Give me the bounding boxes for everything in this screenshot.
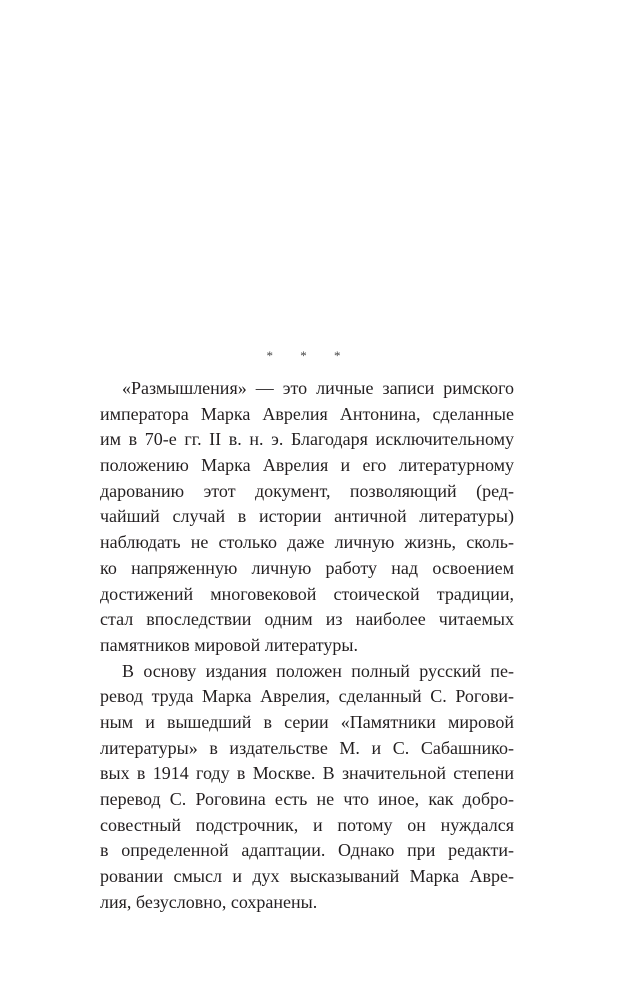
text-line: чайший случай в истории античной литературы) [100,506,514,527]
section-asterism: * * * [266,348,353,363]
text-line: лия, безусловно, сохранены. [100,891,318,912]
text-line: положению Марка Аврелия и его литературному [100,455,514,476]
text-line: перевод С. Роговина есть не что иное, как добро- [100,789,514,809]
text-line: стал впоследствии одним из наиболее читаемых [100,609,514,630]
body-text [100,376,514,915]
text-line: ровании смысл и дух высказываний Марка Авре- [100,866,514,887]
text-line: в определенной адаптации. Однако при редакти- [100,840,514,861]
text-line: вых в 1914 году в Москве. В значительной степени [100,763,514,784]
text-line: ным и вышедший в серии «Памятники мировой [100,711,514,732]
text-line: совестный подстрочник, и потому он нуждался [100,814,514,835]
text-line: В основу издания положен полный русский пе- [122,660,514,681]
text-line: ко напряженную личную работу над освоением [100,557,514,578]
text-line: литературы» в издательстве М. и С. Сабашнико- [100,737,514,758]
text-line: ревод труда Марка Аврелия, сделанный С. Рогови- [100,686,514,707]
text-line: памятников мировой литературы. [100,634,359,655]
text-line: дарованию этот документ, позволяющий (ред- [100,480,514,501]
paragraph-2 [100,659,514,916]
text-line: «Размышления» — это личные записи римского [122,378,514,398]
paragraph-1 [100,376,514,659]
text-line: им в 70-е гг. II в. н. э. Благодаря исключительному [100,429,514,450]
text-line: наблюдать не столько даже личную жизнь, сколь- [100,532,514,553]
text-line: императора Марка Аврелия Антонина, сделанные [100,403,514,424]
text-line: достижений многовековой стоической традиции, [100,583,514,604]
